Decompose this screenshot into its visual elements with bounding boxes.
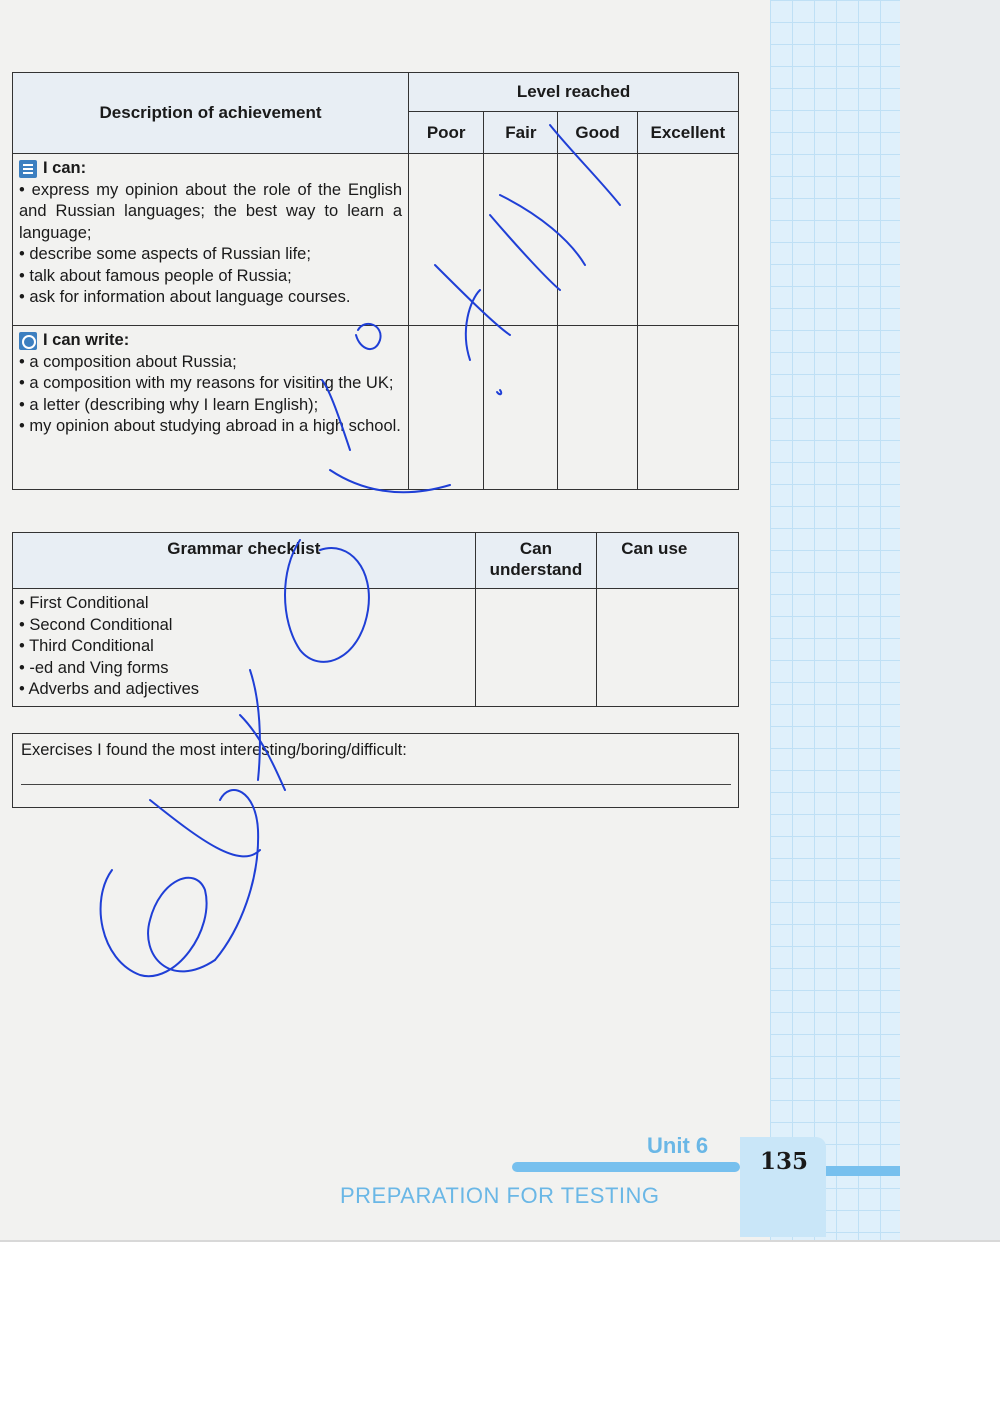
checkbox-cell-excellent[interactable] xyxy=(637,154,738,326)
exercises-box xyxy=(12,733,739,808)
checkbox-cell-good[interactable] xyxy=(558,326,637,490)
section-heading: I can: xyxy=(43,159,87,177)
achievement-table xyxy=(12,72,739,490)
description-header: Description of achievement xyxy=(13,73,409,154)
list-item: • my opinion about studying abroad in a high school. xyxy=(19,416,402,438)
list-item: • a letter (describing why I learn English); xyxy=(19,395,402,417)
section-i-can xyxy=(13,154,409,326)
section-heading: I can write: xyxy=(43,331,130,349)
checkbox-cell-good[interactable] xyxy=(558,154,637,326)
page-number: 135 xyxy=(760,1148,809,1175)
can-understand-header: Can understand xyxy=(475,533,597,589)
level-good-header: Good xyxy=(558,112,637,154)
page-edge-line xyxy=(0,1240,1000,1242)
section-i-can-write xyxy=(13,326,409,490)
scan-background xyxy=(0,1240,1000,1414)
section-title: PREPARATION FOR TESTING xyxy=(340,1183,660,1208)
list-item: • -ed and Ving forms xyxy=(19,658,469,680)
page-edge-shadow xyxy=(900,0,1000,1240)
checkbox-cell-poor[interactable] xyxy=(409,326,484,490)
level-reached-header: Level reached xyxy=(409,73,739,112)
list-item: • express my opinion about the role of the English and Russian languages; the best way to learn a language; xyxy=(19,180,402,245)
list-item: • talk about famous people of Russia; xyxy=(19,266,402,288)
checkbox-cell-poor[interactable] xyxy=(409,154,484,326)
margin-bar xyxy=(826,1166,900,1176)
level-fair-header: Fair xyxy=(484,112,558,154)
can-use-header: Can use xyxy=(597,533,739,589)
pen-icon xyxy=(19,332,37,350)
grammar-checklist-table xyxy=(12,532,739,707)
checkbox-cell-excellent[interactable] xyxy=(637,326,738,490)
grammar-checklist-header: Grammar checklist xyxy=(13,533,476,589)
checkbox-cell-fair[interactable] xyxy=(484,326,558,490)
list-item: • describe some aspects of Russian life; xyxy=(19,244,402,266)
unit-bar xyxy=(512,1162,740,1172)
grid-margin-strip xyxy=(770,0,900,1240)
list-item: • Second Conditional xyxy=(19,615,469,637)
checkbox-cell-fair[interactable] xyxy=(484,154,558,326)
book-icon xyxy=(19,160,37,178)
checkbox-cell-understand[interactable] xyxy=(475,589,597,707)
checkbox-cell-use[interactable] xyxy=(597,589,739,707)
level-excellent-header: Excellent xyxy=(637,112,738,154)
list-item: • ask for information about language courses. xyxy=(19,287,402,309)
list-item: • a composition with my reasons for visiting the UK; xyxy=(19,373,402,395)
answer-line[interactable] xyxy=(21,784,731,785)
unit-label: Unit 6 xyxy=(647,1133,709,1158)
grammar-list-cell xyxy=(13,589,476,707)
level-poor-header: Poor xyxy=(409,112,484,154)
list-item: • Adverbs and adjectives xyxy=(19,679,469,701)
list-item: • a composition about Russia; xyxy=(19,352,402,374)
exercises-label: Exercises I found the most interesting/boring/difficult: xyxy=(21,741,407,759)
list-item: • Third Conditional xyxy=(19,636,469,658)
list-item: • First Conditional xyxy=(19,593,469,615)
